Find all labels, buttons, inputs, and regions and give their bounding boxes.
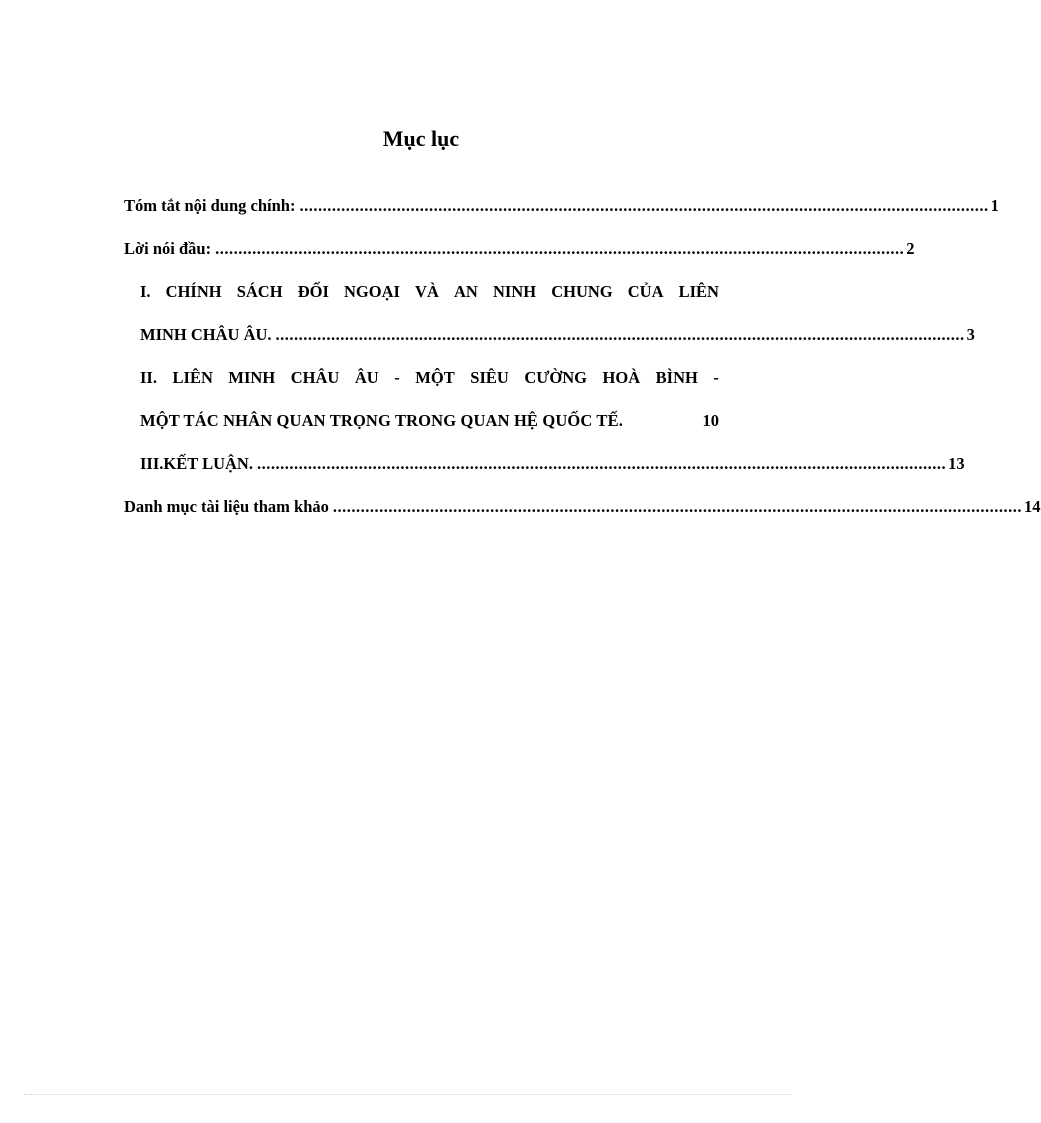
toc-entry-label: Tóm tắt nội dung chính: (124, 196, 296, 215)
heading-word: NINH (492, 282, 537, 301)
heading-word: CHÂU (290, 368, 340, 387)
toc-page-number: 2 (906, 239, 915, 258)
toc-entry-section1-line2[interactable] (140, 325, 975, 345)
heading-word: LIÊN (678, 282, 719, 301)
toc-entry-section3[interactable] (140, 454, 965, 474)
heading-word: CƯỜNG (524, 368, 587, 387)
toc-entry-label: Lời nói đầu: (124, 239, 212, 258)
heading-word: LIÊN (172, 368, 213, 387)
heading-word: CỦA (627, 282, 664, 301)
toc-page-number: 10 (702, 411, 719, 430)
heading-word: BÌNH (655, 368, 698, 387)
toc-page-number: 13 (948, 454, 965, 473)
toc-entry-section2-line1[interactable] (140, 368, 719, 388)
heading-word: ĐỐI (297, 282, 329, 301)
heading-word: CHÍNH (165, 282, 222, 301)
toc-entry-label: KẾT LUẬN. (163, 454, 253, 473)
heading-word: VÀ (415, 282, 439, 301)
heading-word: MỘT (415, 368, 455, 387)
toc-entry-label: MINH CHÂU ÂU. (140, 325, 272, 344)
heading-word: - (394, 368, 400, 387)
section-numeral: II. (140, 368, 157, 387)
heading-word: CHUNG (551, 282, 613, 301)
toc-entry-label: Danh mục tài liệu tham khảo (124, 497, 329, 516)
toc-entry-summary[interactable] (124, 196, 999, 216)
heading-word: - (713, 368, 719, 387)
page-title: Mục lục (382, 126, 460, 151)
heading-word: AN (454, 282, 478, 301)
section-numeral: III. (140, 454, 164, 473)
heading-word: NGOẠI (343, 282, 400, 301)
toc-entry-section2-line2[interactable] (140, 411, 719, 431)
heading-word: MINH (228, 368, 276, 387)
heading-word: ÂU (354, 368, 379, 387)
toc-leader-dots: ..................................................................................................................................................... (275, 325, 965, 344)
toc-entry-preface[interactable] (124, 239, 915, 259)
toc-entry-section1-line1[interactable] (140, 282, 719, 302)
toc-leader-dots: ..................................................................................................................................................... (332, 497, 1023, 516)
toc-leader-dots: ..................................................................................................................................................... (215, 239, 905, 258)
heading-word: SIÊU (470, 368, 509, 387)
heading-word: HOÀ (602, 368, 641, 387)
page-bottom-divider (24, 1094, 792, 1095)
toc-leader-dots: ..................................................................................................................................................... (256, 454, 947, 473)
heading-word: SÁCH (236, 282, 283, 301)
section-numeral: I. (140, 282, 151, 301)
toc-leader-dots: ..................................................................................................................................................... (299, 196, 989, 215)
toc-page-number: 14 (1024, 497, 1041, 516)
toc-entry-label: MỘT TÁC NHÂN QUAN TRỌNG TRONG QUAN HỆ QUỐC TẾ. (140, 411, 624, 430)
toc-page-number: 3 (966, 325, 975, 344)
toc-entry-references[interactable] (124, 497, 1041, 517)
toc-page-number: 1 (990, 196, 999, 215)
